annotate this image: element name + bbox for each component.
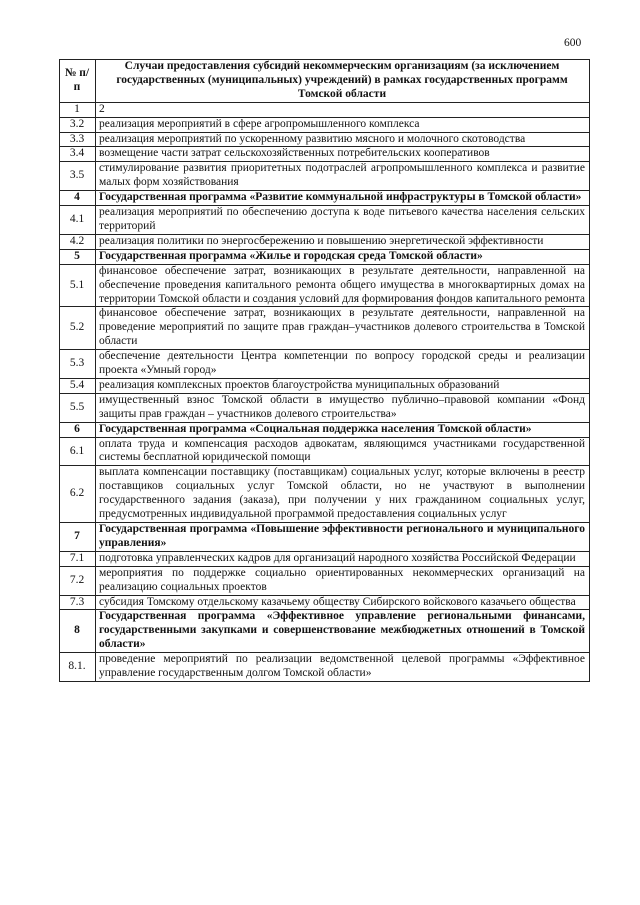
row-number: 3.5	[60, 162, 96, 191]
table-row	[60, 350, 590, 379]
row-description: возмещение части затрат сельскохозяйственных потребительских кооперативов	[96, 147, 590, 162]
program-title: Государственная программа «Эффективное управление региональными финансами, государственными закупками и совершенствование межбюджетных отношений в Томской области»	[96, 610, 590, 653]
row-description: имущественный взнос Томской области в имущество публично–правовой компании «Фонд защиты прав граждан – участников долевого строительства»	[96, 393, 590, 422]
row-description: реализация комплексных проектов благоустройства муниципальных образований	[96, 378, 590, 393]
row-description: реализация политики по энергосбережению и повышению энергетической эффективности	[96, 234, 590, 249]
row-description: реализация мероприятий в сфере агропромышленного комплекса	[96, 117, 590, 132]
row-number: 6	[60, 422, 96, 437]
row-number: 4.1	[60, 206, 96, 235]
row-number: 3.3	[60, 132, 96, 147]
header-number-column: № п/п	[60, 60, 96, 103]
row-description: реализация мероприятий по обеспечению доступа к воде питьевого качества населения сельских территорий	[96, 206, 590, 235]
row-number: 4.2	[60, 234, 96, 249]
table-row	[60, 437, 590, 466]
row-description: обеспечение деятельности Центра компетенции по вопросу городской среды и реализации проекта «Умный город»	[96, 350, 590, 379]
row-description: финансовое обеспечение затрат, возникающих в результате деятельности, направленной на проведение мероприятий по защите прав граждан–участников долевого строительства в Томской области	[96, 307, 590, 350]
row-description: субсидия Томскому отдельскому казачьему обществу Сибирского войскового казачьего общества	[96, 595, 590, 610]
subsidy-cases-table	[59, 59, 590, 682]
row-number: 4	[60, 191, 96, 206]
row-number: 6.2	[60, 466, 96, 523]
program-heading-row	[60, 610, 590, 653]
page-number: 600	[564, 37, 582, 49]
program-heading-row	[60, 523, 590, 552]
table-row	[60, 234, 590, 249]
table-row	[60, 595, 590, 610]
row-number: 5.3	[60, 350, 96, 379]
row-number: 5.1	[60, 264, 96, 307]
row-number: 3.2	[60, 117, 96, 132]
table-row	[60, 393, 590, 422]
row-number: 7.3	[60, 595, 96, 610]
table-row	[60, 307, 590, 350]
table-row	[60, 117, 590, 132]
row-number: 8	[60, 610, 96, 653]
row-description: оплата труда и компенсация расходов адвокатам, являющимся участниками государственной системы бесплатной юридической помощи	[96, 437, 590, 466]
row-number: 7	[60, 523, 96, 552]
row-description: проведение мероприятий по реализации ведомственной целевой программы «Эффективное управление государственным долгом Томской области»	[96, 653, 590, 682]
table-row	[60, 162, 590, 191]
table-row	[60, 378, 590, 393]
program-title: Государственная программа «Развитие коммунальной инфраструктуры в Томской области»	[96, 191, 590, 206]
table-row	[60, 264, 590, 307]
row-number: 5.5	[60, 393, 96, 422]
row-number: 5	[60, 249, 96, 264]
program-title: Государственная программа «Повышение эффективности регионального и муниципального управления»	[96, 523, 590, 552]
program-title: Государственная программа «Жилье и городская среда Томской области»	[96, 249, 590, 264]
table-row	[60, 102, 590, 117]
table-row	[60, 206, 590, 235]
row-description: 2	[96, 102, 590, 117]
table-row	[60, 551, 590, 566]
row-number: 1	[60, 102, 96, 117]
row-number: 5.2	[60, 307, 96, 350]
row-description: выплата компенсации поставщику (поставщикам) социальных услуг, которые включены в реестр поставщиков социальных услуг Томской области, но не участвуют в выполнении государственного задания (заказа), при получении у них гражданином социальных услуг, предусмотренных индивидуальной программой предоставления социальных услуг	[96, 466, 590, 523]
table-row	[60, 466, 590, 523]
row-description: мероприятия по поддержке социально ориентированных некоммерческих организаций на реализацию социальных проектов	[96, 566, 590, 595]
program-heading-row	[60, 249, 590, 264]
row-number: 6.1	[60, 437, 96, 466]
program-title: Государственная программа «Социальная поддержка населения Томской области»	[96, 422, 590, 437]
program-heading-row	[60, 422, 590, 437]
row-number: 7.2	[60, 566, 96, 595]
row-number: 5.4	[60, 378, 96, 393]
table-row	[60, 566, 590, 595]
header-description-column: Случаи предоставления субсидий некоммерческим организациям (за исключением государственных (муниципальных) учреждений) в рамках государственных программ Томской области	[96, 60, 590, 103]
row-description: финансовое обеспечение затрат, возникающих в результате деятельности, направленной на обеспечение проведения капитального ремонта общего имущества в многоквартирных домах на территории Томской области и создания условий для формирования фондов капитального ремонта	[96, 264, 590, 307]
row-number: 3.4	[60, 147, 96, 162]
table-row	[60, 147, 590, 162]
row-description: подготовка управленческих кадров для организаций народного хозяйства Российской Федерации	[96, 551, 590, 566]
program-heading-row	[60, 191, 590, 206]
row-number: 7.1	[60, 551, 96, 566]
table-header-row	[60, 60, 590, 103]
table-row	[60, 132, 590, 147]
row-description: реализация мероприятий по ускоренному развитию мясного и молочного скотоводства	[96, 132, 590, 147]
row-description: стимулирование развития приоритетных подотраслей агропромышленного комплекса и развитие малых форм хозяйствования	[96, 162, 590, 191]
table-row	[60, 653, 590, 682]
table-body	[60, 102, 590, 681]
row-number: 8.1.	[60, 653, 96, 682]
